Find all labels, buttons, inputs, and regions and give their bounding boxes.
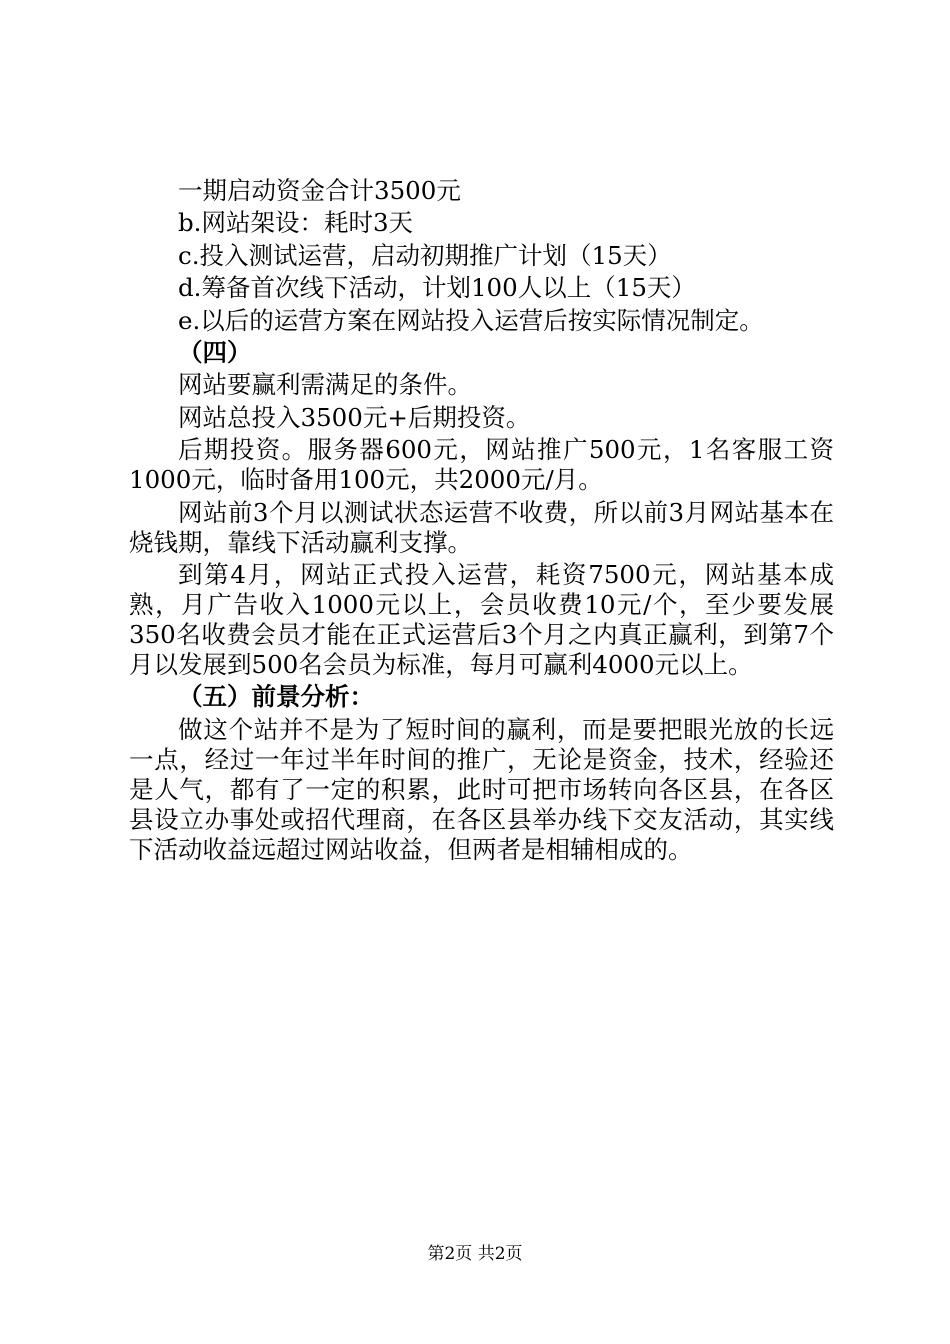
paragraph-site-setup: b.网站架设：耗时3天 xyxy=(178,208,414,238)
paragraph-startup-funds: 一期启动资金合计3500元 xyxy=(178,176,461,205)
paragraph-profit-conditions: 网站要赢利需满足的条件。 xyxy=(178,370,472,400)
paragraph-offline-event: d.筹备首次线下活动，计划100人以上（15天） xyxy=(178,273,696,303)
paragraph-later-plan: e.以后的运营方案在网站投入运营后按实际情况制定。 xyxy=(178,305,764,335)
document-body xyxy=(129,176,834,867)
paragraph-total-investment: 网站总投入3500元+后期投资。 xyxy=(178,402,531,432)
paragraph-first-three-months: 网站前3个月以测试状态运营不收费，所以前3月网站基本在烧钱期，靠线下活动赢利支撑。 xyxy=(129,497,834,557)
paragraph-test-operation: c.投入测试运营，启动初期推广计划（15天） xyxy=(178,240,672,270)
paragraph-fourth-month: 到第4月，网站正式投入运营，耗资7500元，网站基本成熟，月广告收入1000元以上，会员收费10元/个，至少要发展350名收费会员才能在正式运营后3个月之内真正赢利，到第7个月以发展到500名会员为标准，每月可赢利4000元以上。 xyxy=(129,559,834,679)
section-heading-four: （四） xyxy=(178,337,252,367)
page-footer: 第2页 共2页 xyxy=(427,1244,523,1264)
paragraph-prospects: 做这个站并不是为了短时间的赢利，而是要把眼光放的长远一点，经过一年过半年时间的推广，无论是资金，技术，经验还是人气，都有了一定的积累，此时可把市场转向各区县，在各区县设立办事处或招代理商，在各区县举办线下交友活动，其实线下活动收益远超过网站收益，但两者是相辅相成的。 xyxy=(129,714,834,864)
paragraph-later-investment: 后期投资。服务器600元，网站推广500元，1名客服工资1000元，临时备用100元，共2000元/月。 xyxy=(129,435,834,495)
section-heading-five: （五）前景分析： xyxy=(178,682,374,712)
